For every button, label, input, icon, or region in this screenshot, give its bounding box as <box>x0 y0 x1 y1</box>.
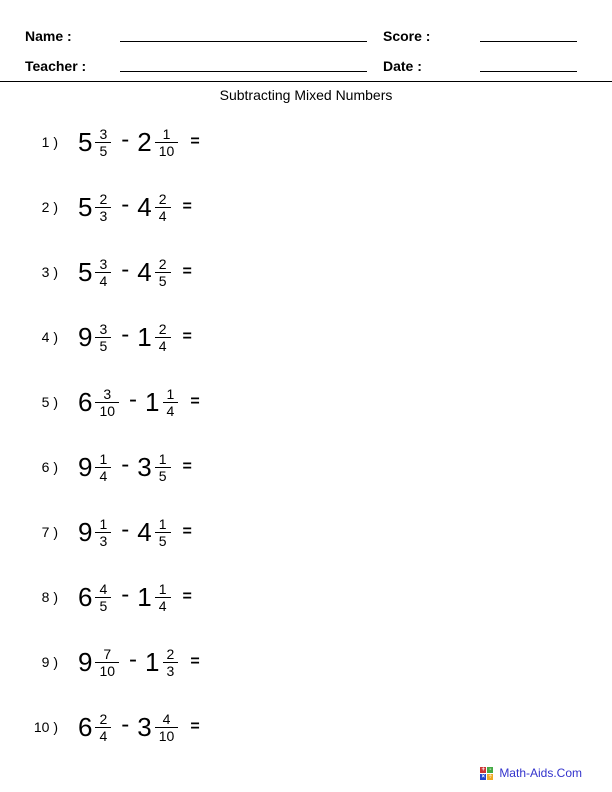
subtrahend-whole: 4 <box>137 192 152 223</box>
minuend-whole: 6 <box>78 582 93 613</box>
problem-expression <box>78 451 192 484</box>
problem-number: 1 ) <box>41 134 58 151</box>
minus-operator: - <box>129 646 138 674</box>
multiply-icon: × <box>481 773 486 780</box>
problem-row <box>0 435 612 500</box>
problem-number: 9 ) <box>41 654 58 671</box>
problem-row <box>0 630 612 695</box>
subtrahend-whole: 1 <box>145 647 160 678</box>
header-divider <box>0 81 612 82</box>
footer <box>480 766 582 780</box>
problem-expression <box>78 126 200 159</box>
problems-list <box>0 104 612 760</box>
equals-sign: = <box>182 588 192 606</box>
fraction-numerator: 3 <box>99 255 108 272</box>
minus-icon: - <box>489 766 492 773</box>
minuend-whole: 6 <box>78 387 93 418</box>
fraction-numerator: 1 <box>158 450 167 467</box>
fraction-numerator: 1 <box>166 385 175 402</box>
subtrahend-whole: 1 <box>145 387 160 418</box>
minuend-fraction <box>95 451 111 484</box>
subtrahend-whole: 4 <box>137 517 152 548</box>
fraction-denominator: 5 <box>95 597 111 614</box>
fraction-denominator: 5 <box>155 532 171 549</box>
fraction-numerator: 7 <box>103 645 112 662</box>
fraction-denominator: 10 <box>155 727 179 744</box>
problem-number: 3 ) <box>41 264 58 281</box>
minuend-fraction <box>95 646 119 679</box>
teacher-line <box>120 70 367 72</box>
equals-sign: = <box>182 458 192 476</box>
minuend-fraction <box>95 711 111 744</box>
fraction-numerator: 1 <box>99 450 108 467</box>
minuend-whole: 9 <box>78 452 93 483</box>
minus-operator: - <box>121 711 130 739</box>
problem-row <box>0 305 612 370</box>
minuend-fraction <box>95 256 111 289</box>
problem-number: 6 ) <box>41 459 58 476</box>
fraction-denominator: 4 <box>155 337 171 354</box>
fraction-denominator: 4 <box>95 467 111 484</box>
header-row-1 <box>25 14 580 44</box>
minuend-fraction <box>95 321 111 354</box>
equals-sign: = <box>182 328 192 346</box>
subtrahend-whole: 1 <box>137 322 152 353</box>
problem-number: 5 ) <box>41 394 58 411</box>
fraction-numerator: 4 <box>99 580 108 597</box>
fraction-numerator: 1 <box>99 515 108 532</box>
minus-operator: - <box>121 451 130 479</box>
equals-sign: = <box>190 653 200 671</box>
teacher-label: Teacher : <box>25 58 87 74</box>
subtrahend-fraction <box>155 256 171 289</box>
minuend-whole: 9 <box>78 517 93 548</box>
problem-number: 10 ) <box>33 719 58 736</box>
fraction-denominator: 10 <box>155 142 179 159</box>
problem-expression <box>78 516 192 549</box>
fraction-numerator: 1 <box>158 580 167 597</box>
fraction-denominator: 5 <box>95 337 111 354</box>
math-aids-logo-icon <box>480 767 493 780</box>
problem-row <box>0 175 612 240</box>
fraction-numerator: 2 <box>158 190 167 207</box>
problem-expression <box>78 581 192 614</box>
fraction-denominator: 3 <box>163 662 179 679</box>
date-label: Date : <box>383 58 422 74</box>
problem-row <box>0 110 612 175</box>
subtrahend-fraction <box>155 126 179 159</box>
fraction-numerator: 2 <box>158 255 167 272</box>
fraction-denominator: 4 <box>155 597 171 614</box>
problem-number: 7 ) <box>41 524 58 541</box>
fraction-numerator: 2 <box>99 190 108 207</box>
fraction-numerator: 2 <box>158 320 167 337</box>
problem-row <box>0 500 612 565</box>
problem-expression <box>78 386 200 419</box>
fraction-denominator: 4 <box>163 402 179 419</box>
problem-row <box>0 240 612 305</box>
fraction-numerator: 2 <box>99 710 108 727</box>
minuend-fraction <box>95 516 111 549</box>
minus-operator: - <box>121 581 130 609</box>
subtrahend-whole: 1 <box>137 582 152 613</box>
equals-sign: = <box>190 718 200 736</box>
score-label: Score : <box>383 28 431 44</box>
minuend-fraction <box>95 386 119 419</box>
equals-sign: = <box>182 263 192 281</box>
page-title: Subtracting Mixed Numbers <box>219 87 393 103</box>
problem-expression <box>78 191 192 224</box>
minuend-whole: 5 <box>78 127 93 158</box>
problem-expression <box>78 711 200 744</box>
problem-expression <box>78 646 200 679</box>
minus-operator: - <box>121 321 130 349</box>
fraction-numerator: 3 <box>99 125 108 142</box>
problem-number: 8 ) <box>41 589 58 606</box>
minuend-fraction <box>95 191 111 224</box>
fraction-numerator: 4 <box>162 710 171 727</box>
fraction-numerator: 2 <box>166 645 175 662</box>
date-line <box>480 70 577 72</box>
minuend-whole: 9 <box>78 647 93 678</box>
minuend-fraction <box>95 581 111 614</box>
worksheet-header <box>0 0 612 74</box>
subtrahend-whole: 4 <box>137 257 152 288</box>
minus-operator: - <box>121 256 130 284</box>
score-line <box>480 40 577 42</box>
minuend-fraction <box>95 126 111 159</box>
problem-row <box>0 565 612 630</box>
minuend-whole: 5 <box>78 257 93 288</box>
fraction-numerator: 3 <box>103 385 112 402</box>
fraction-numerator: 1 <box>158 515 167 532</box>
subtrahend-fraction <box>155 321 171 354</box>
subtrahend-fraction <box>155 516 171 549</box>
equals-sign: = <box>182 198 192 216</box>
subtrahend-fraction <box>155 711 179 744</box>
equals-sign: = <box>190 133 200 151</box>
header-row-2 <box>25 44 580 74</box>
subtrahend-whole: 2 <box>137 127 152 158</box>
fraction-denominator: 10 <box>95 402 119 419</box>
subtrahend-whole: 3 <box>137 452 152 483</box>
fraction-denominator: 4 <box>95 727 111 744</box>
fraction-denominator: 5 <box>155 272 171 289</box>
equals-sign: = <box>190 393 200 411</box>
divide-icon: ÷ <box>488 773 492 780</box>
minus-operator: - <box>121 191 130 219</box>
problem-expression <box>78 256 192 289</box>
problem-row <box>0 695 612 760</box>
subtrahend-fraction <box>155 451 171 484</box>
subtrahend-fraction <box>163 646 179 679</box>
subtrahend-fraction <box>163 386 179 419</box>
fraction-denominator: 10 <box>95 662 119 679</box>
minuend-whole: 6 <box>78 712 93 743</box>
fraction-denominator: 5 <box>155 467 171 484</box>
minuend-whole: 9 <box>78 322 93 353</box>
fraction-numerator: 1 <box>162 125 171 142</box>
plus-icon: + <box>481 766 486 773</box>
name-line <box>120 40 367 42</box>
subtrahend-fraction <box>155 581 171 614</box>
fraction-denominator: 3 <box>95 207 111 224</box>
fraction-denominator: 3 <box>95 532 111 549</box>
minus-operator: - <box>121 126 130 154</box>
minus-operator: - <box>129 386 138 414</box>
name-label: Name : <box>25 28 72 44</box>
fraction-denominator: 4 <box>95 272 111 289</box>
problem-number: 2 ) <box>41 199 58 216</box>
minuend-whole: 5 <box>78 192 93 223</box>
math-aids-brand-link[interactable]: Math-Aids.Com <box>499 766 582 780</box>
fraction-numerator: 3 <box>99 320 108 337</box>
problem-row <box>0 370 612 435</box>
equals-sign: = <box>182 523 192 541</box>
subtrahend-whole: 3 <box>137 712 152 743</box>
fraction-denominator: 5 <box>95 142 111 159</box>
problem-number: 4 ) <box>41 329 58 346</box>
subtrahend-fraction <box>155 191 171 224</box>
minus-operator: - <box>121 516 130 544</box>
problem-expression <box>78 321 192 354</box>
fraction-denominator: 4 <box>155 207 171 224</box>
